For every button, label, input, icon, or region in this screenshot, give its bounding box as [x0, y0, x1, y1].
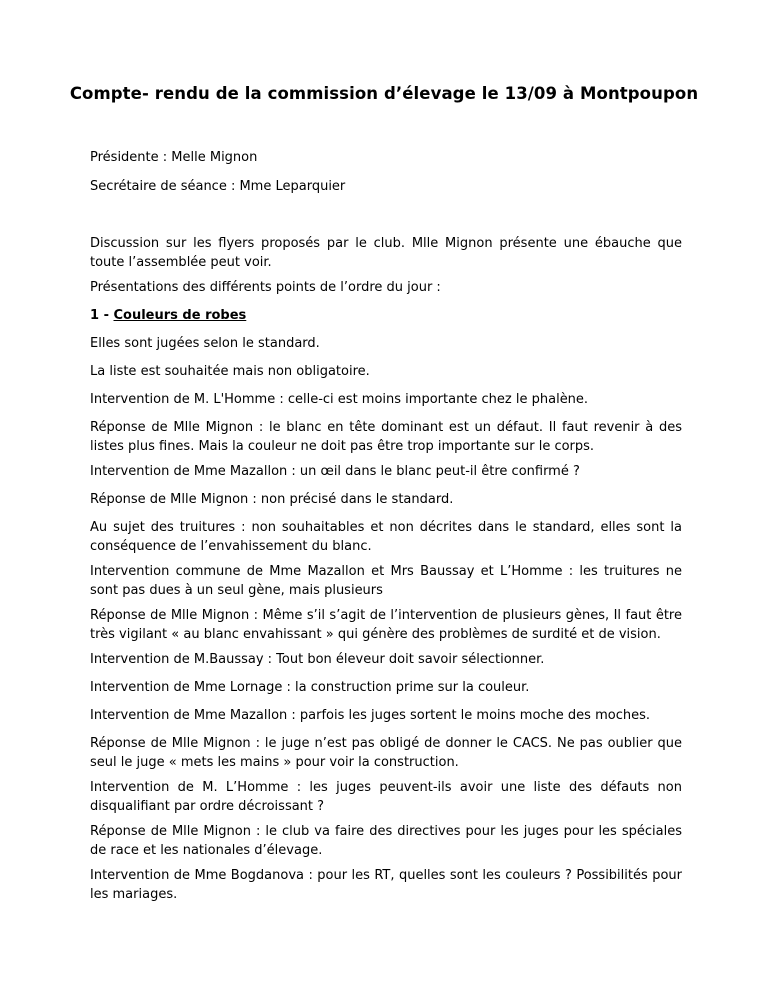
section-title: Couleurs de robes	[113, 308, 247, 323]
paragraph: Intervention de M.Baussay : Tout bon éleveur doit savoir sélectionner.	[90, 652, 545, 667]
agenda-intro: Présentations des différents points de l’ordre du jour :	[90, 280, 441, 295]
paragraph: Réponse de Mlle Mignon : non précisé dans le standard.	[90, 492, 454, 507]
section-number: 1 -	[90, 308, 114, 323]
secretaire-line: Secrétaire de séance : Mme Leparquier	[90, 179, 346, 194]
paragraph: Intervention de Mme Mazallon : parfois les juges sortent le moins moche des moches.	[90, 708, 650, 723]
paragraph: Au sujet des truitures : non souhaitables et non décrites dans le standard, elles sont la conséquence de l’envahissement du blanc.	[90, 520, 682, 554]
paragraph: Intervention de M. L'Homme : celle-ci est moins importante chez le phalène.	[90, 392, 589, 407]
paragraph: Intervention commune de Mme Mazallon et Mrs Baussay et L’Homme : les truitures ne sont pas dues à un seul gène, mais plusieurs	[90, 564, 682, 598]
presidente-line: Présidente : Melle Mignon	[90, 150, 258, 165]
section-heading	[90, 306, 682, 325]
paragraph: Réponse de Mlle Mignon : Même s’il s’agit de l’intervention de plusieurs gènes, Il faut être très vigilant « au blanc envahissant » qui génère des problèmes de surdité et de vision.	[90, 608, 682, 642]
paragraph: Elles sont jugées selon le standard.	[90, 336, 320, 351]
document-title: Compte- rendu de la commission d’élevage le 13/09 à Montpoupon	[69, 84, 699, 103]
paragraph: La liste est souhaitée mais non obligatoire.	[90, 364, 370, 379]
paragraph: Intervention de Mme Mazallon : un œil dans le blanc peut-il être confirmé ?	[90, 464, 580, 479]
paragraph: Intervention de Mme Lornage : la construction prime sur la couleur.	[90, 680, 530, 695]
paragraph: Réponse de Mlle Mignon : le blanc en tête dominant est un défaut. Il faut revenir à des listes plus fines. Mais la couleur ne doit pas être trop importante sur le corps.	[90, 420, 682, 454]
paragraph: Réponse de Mlle Mignon : le club va faire des directives pour les juges pour les spéciales de race et les nationales d’élevage.	[90, 824, 682, 858]
intro-paragraph: Discussion sur les flyers proposés par le club. Mlle Mignon présente une ébauche que toute l’assemblée peut voir.	[90, 236, 682, 270]
paragraph: Réponse de Mlle Mignon : le juge n’est pas obligé de donner le CACS. Ne pas oublier que seul le juge « mets les mains » pour voir la construction.	[90, 736, 682, 770]
paragraph: Intervention de M. L’Homme : les juges peuvent-ils avoir une liste des défauts non disqualifiant par ordre décroissant ?	[90, 780, 682, 814]
paragraph: Intervention de Mme Bogdanova : pour les RT, quelles sont les couleurs ? Possibilités pour les mariages.	[90, 868, 682, 902]
